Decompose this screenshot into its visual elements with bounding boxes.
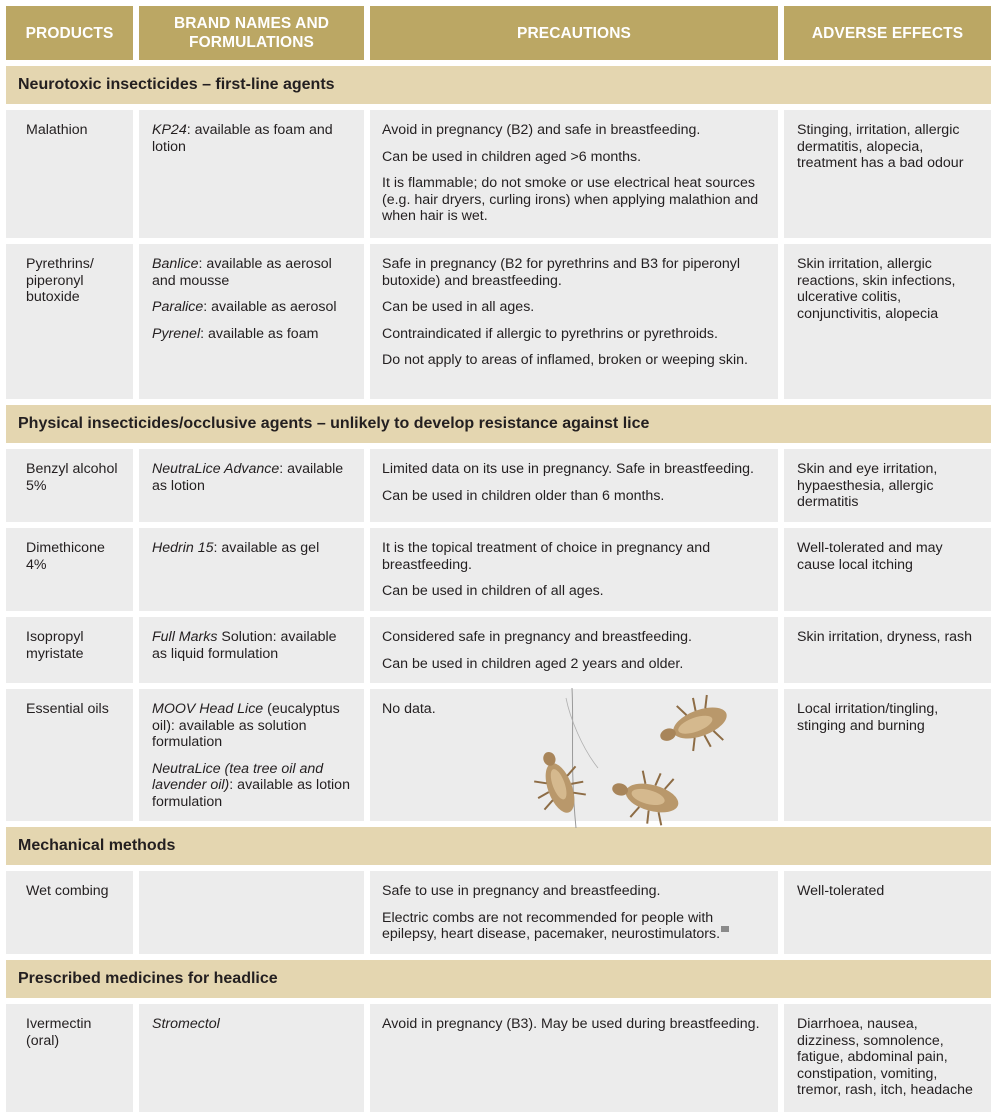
brand-name: Banlice: [152, 256, 199, 272]
precautions-cell: [370, 244, 778, 399]
brand-entry: [152, 761, 354, 811]
brand-name: Hedrin 15: [152, 540, 214, 556]
adverse-effects-cell: Skin and eye irritation, hypaesthesia, allergic dermatitis: [784, 449, 991, 522]
precaution-text: Do not apply to areas of inflamed, broken or weeping skin.: [382, 352, 748, 368]
header-products: PRODUCTS: [6, 6, 133, 60]
brand-name: Full Marks: [152, 629, 218, 645]
precaution-text: Can be used in all ages.: [382, 299, 535, 315]
medication-table: [6, 6, 992, 1112]
product-cell: Ivermectin (oral): [6, 1004, 133, 1112]
adverse-effects-cell: Skin irritation, dryness, rash: [784, 617, 991, 683]
section-title: Mechanical methods: [6, 827, 991, 865]
precaution-text: Safe in pregnancy (B2 for pyrethrins and B3 for piperonyl butoxide) and breastfeeding.: [382, 256, 741, 289]
brand-cell: [139, 528, 364, 611]
brand-entry: [152, 629, 354, 662]
precaution-text-span: Electric combs are not recommended for people with epilepsy, heart disease, pacemaker, neurostimulators.: [382, 909, 721, 942]
adverse-effects-cell: Skin irritation, allergic reactions, skin infections, ulcerative colitis, conjunctivitis, alopecia: [784, 244, 991, 399]
precautions-cell: [370, 449, 778, 522]
product-cell: Malathion: [6, 110, 133, 238]
brand-cell: [139, 244, 364, 399]
louse-2: [530, 744, 591, 821]
brand-name: MOOV Head Lice: [152, 701, 264, 717]
product-cell: Benzyl alcohol 5%: [6, 449, 133, 522]
product-cell: Pyrethrins/ piperonyl butoxide: [6, 244, 133, 399]
precaution-text: Avoid in pregnancy (B2) and safe in breastfeeding.: [382, 122, 701, 138]
product-cell: Dimethicone 4%: [6, 528, 133, 611]
brand-cell: [139, 871, 364, 954]
brand-entry: [152, 540, 354, 557]
adverse-effects-cell: Diarrhoea, nausea, dizziness, somnolence, fatigue, abdominal pain, constipation, vomiting, tremor, rash, itch, headache: [784, 1004, 991, 1112]
brand-formulation: : available as lotion: [152, 461, 344, 494]
brand-entry: [152, 299, 354, 316]
precautions-cell: [370, 110, 778, 238]
brand-name: NeutraLice (tea tree oil and lavender oil): [152, 760, 324, 793]
product-cell: Wet combing: [6, 871, 133, 954]
precaution-text: Limited data on its use in pregnancy. Safe in breastfeeding.: [382, 461, 754, 477]
precaution-text: Can be used in children of all ages.: [382, 583, 604, 599]
adverse-effects-cell: Local irritation/tingling, stinging and burning: [784, 689, 991, 821]
brand-formulation: : available as lotion formulation: [152, 777, 350, 810]
precaution-text: Safe to use in pregnancy and breastfeeding.: [382, 883, 661, 899]
brand-entry: [152, 326, 354, 343]
brand-name: KP24: [152, 122, 187, 138]
precaution-text: No data.: [382, 701, 436, 717]
brand-name: Pyrenel: [152, 325, 201, 342]
brand-cell: [139, 110, 364, 238]
precautions-cell: [370, 871, 778, 954]
section-title: Prescribed medicines for headlice: [6, 960, 991, 998]
precaution-text: Considered safe in pregnancy and breastfeeding.: [382, 629, 692, 645]
section-title: Neurotoxic insecticides – first-line agents: [6, 66, 991, 104]
precaution-text: It is flammable; do not smoke or use electrical heat sources (e.g. hair dryers, curling irons) when applying malathion and when hair is wet.: [382, 175, 759, 224]
precaution-text: Contraindicated if allergic to pyrethrins or pyrethroids.: [382, 325, 718, 342]
brand-entry: [152, 122, 354, 155]
precaution-text: Avoid in pregnancy (B3). May be used during breastfeeding.: [382, 1016, 760, 1032]
adverse-effects-cell: Well-tolerated: [784, 871, 991, 954]
brand-formulation: : available as aerosol: [203, 299, 337, 315]
adverse-effects-cell: Well-tolerated and may cause local itching: [784, 528, 991, 611]
precaution-text: [382, 910, 768, 943]
brand-formulation: : available as foam: [200, 325, 319, 342]
brand-entry: [152, 461, 354, 494]
brand-entry: [152, 701, 354, 751]
precautions-cell: [370, 617, 778, 683]
brand-cell: [139, 689, 364, 821]
precautions-cell: [370, 1004, 778, 1112]
section-title: Physical insecticides/occlusive agents – unlikely to develop resistance against lice: [6, 405, 991, 443]
brand-formulation: : available as gel: [213, 540, 320, 556]
header-precautions: PRECAUTIONS: [370, 6, 778, 60]
header-adverse-effects: ADVERSE EFFECTS: [784, 6, 991, 60]
product-cell: Isopropyl myristate: [6, 617, 133, 683]
precaution-text: Can be used in children aged >6 months.: [382, 148, 642, 165]
product-cell: Essential oils: [6, 689, 133, 821]
precautions-cell: [370, 528, 778, 611]
head-lice-illustration: [530, 688, 780, 838]
brand-cell: [139, 1004, 364, 1112]
precaution-text: Can be used in children aged 2 years and older.: [382, 655, 684, 672]
brand-formulation: : available as aerosol and mousse: [152, 256, 332, 289]
brand-cell: [139, 617, 364, 683]
brand-formulation: (eucalyptus oil): available as solution formulation: [152, 701, 340, 750]
brand-name: Stromectol: [152, 1016, 220, 1032]
brand-formulation: : available as foam and lotion: [152, 122, 333, 155]
louse-3: [606, 762, 685, 830]
brand-entry: [152, 1016, 354, 1033]
brand-cell: [139, 449, 364, 522]
brand-name: NeutraLice Advance: [152, 461, 280, 477]
precaution-text: Can be used in children older than 6 months.: [382, 487, 665, 504]
brand-name: Paralice: [152, 299, 204, 315]
adverse-effects-cell: Stinging, irritation, allergic dermatitis, alopecia, treatment has a bad odour: [784, 110, 991, 238]
brand-entry: [152, 256, 354, 289]
louse-1: [652, 689, 736, 762]
precaution-text: It is the topical treatment of choice in pregnancy and breastfeeding.: [382, 540, 711, 573]
end-of-text-square-icon: [721, 926, 729, 932]
brand-formulation: Solution: available as liquid formulation: [152, 629, 337, 662]
header-brand-names: BRAND NAMES AND FORMULATIONS: [139, 6, 364, 60]
